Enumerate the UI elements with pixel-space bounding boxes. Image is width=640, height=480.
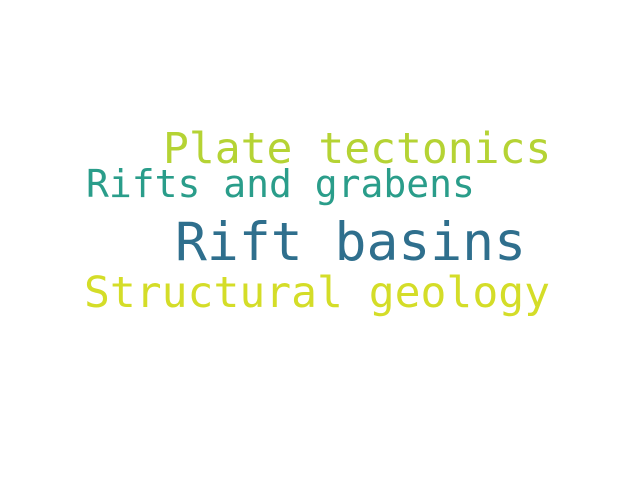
word-plate-tectonics: Plate tectonics bbox=[163, 124, 552, 174]
word-structural-geology: Structural geology bbox=[84, 268, 550, 318]
word-rifts-and-grabens: Rifts and grabens bbox=[86, 162, 475, 206]
word-rift-basins: Rift basins bbox=[175, 212, 526, 273]
